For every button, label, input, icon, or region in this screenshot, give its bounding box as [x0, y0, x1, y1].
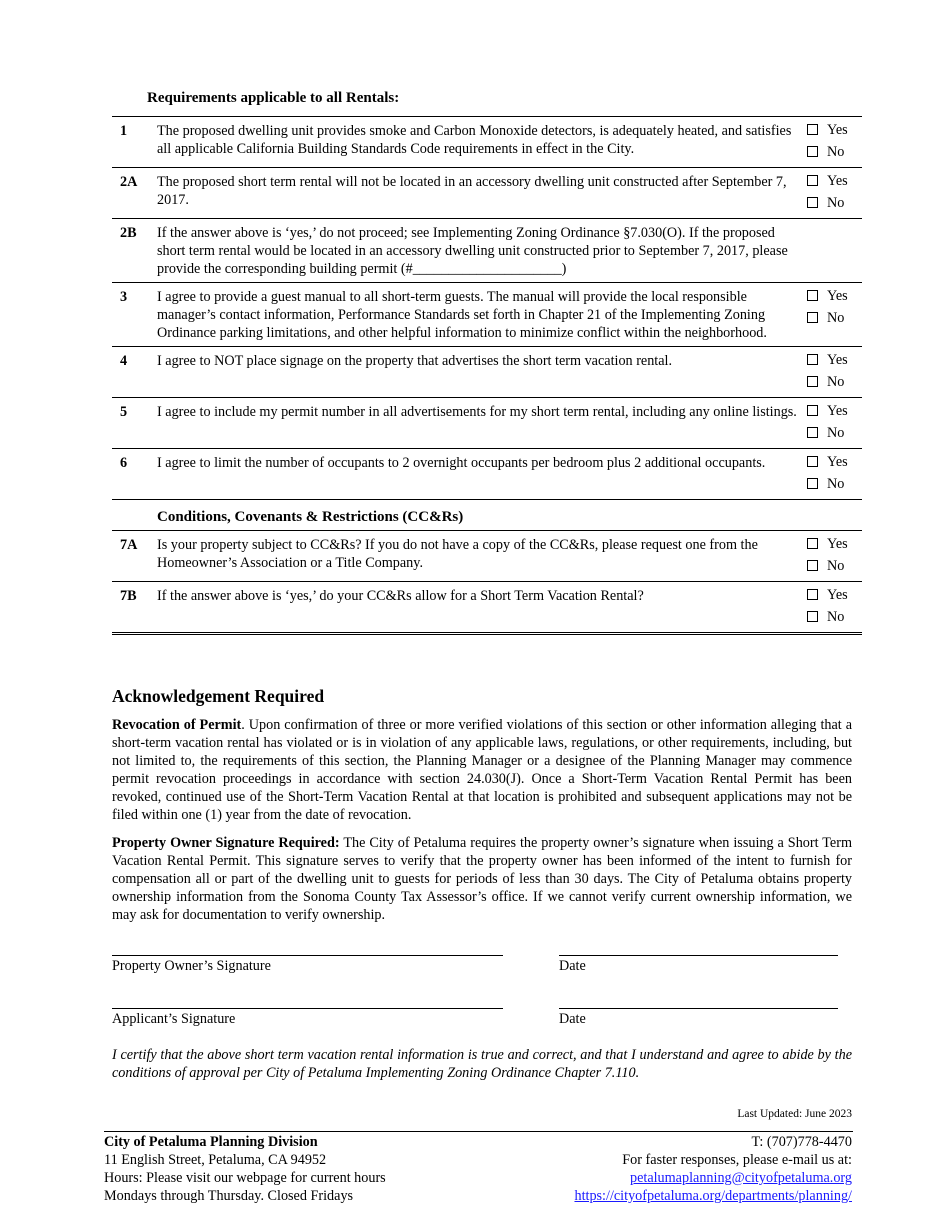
owner-signature-line[interactable] [112, 955, 503, 956]
requirement-number: 7A [112, 531, 157, 582]
applicant-date-line[interactable] [559, 1008, 838, 1009]
yes-no-options [807, 531, 862, 582]
applicant-signature-line[interactable] [112, 1008, 503, 1009]
no-label: No [827, 144, 845, 160]
checkbox-yes[interactable] [807, 405, 818, 416]
checkbox-yes[interactable] [807, 456, 818, 467]
requirement-text: The proposed dwelling unit provides smoke and Carbon Monoxide detectors, is adequately heated, and satisfies all applicable California Building Standards Code requirements in effect in the City. [157, 117, 807, 168]
yes-option[interactable] [807, 533, 862, 555]
checkbox-no[interactable] [807, 376, 818, 387]
no-label: No [827, 195, 845, 211]
checkbox-yes[interactable] [807, 175, 818, 186]
no-label: No [827, 558, 845, 574]
yes-no-options [807, 398, 862, 449]
footer-email-link[interactable]: petalumaplanning@cityofpetaluma.org [629, 1170, 852, 1186]
owner-date-line[interactable] [559, 955, 838, 956]
checkbox-yes[interactable] [807, 124, 818, 135]
applicant-date-label: Date [559, 1011, 586, 1027]
footer-org: City of Petaluma Planning Division [104, 1134, 318, 1150]
yes-label: Yes [827, 173, 848, 189]
footer-website-link[interactable]: https://cityofpetaluma.org/departments/planning/ [574, 1188, 852, 1204]
no-option[interactable] [807, 422, 862, 444]
requirement-number: 6 [112, 449, 157, 500]
requirement-number: 5 [112, 398, 157, 449]
requirement-text: If the answer above is ‘yes,’ do not proceed; see Implementing Zoning Ordinance §7.030(O). If the proposed short term rental would be located in an accessory dwelling unit constructed prior to September 7, 2017, please provide the corresponding building permit (#_____________________) [157, 219, 807, 283]
requirements-table [112, 116, 862, 635]
requirement-row [112, 117, 862, 168]
no-option[interactable] [807, 192, 862, 214]
requirement-number: 2B [112, 219, 157, 283]
requirement-text: Is your property subject to CC&Rs? If you do not have a copy of the CC&Rs, please request one from the Homeowner’s Association or a Title Company. [157, 531, 807, 582]
yes-no-options-empty [807, 219, 862, 283]
revocation-paragraph [112, 716, 852, 824]
yes-no-options [807, 582, 862, 634]
yes-no-options [807, 117, 862, 168]
checkbox-no[interactable] [807, 197, 818, 208]
footer-days: Mondays through Thursday. Closed Fridays [104, 1188, 354, 1204]
footer-contact-right [574, 1133, 852, 1205]
yes-option[interactable] [807, 119, 862, 141]
no-option[interactable] [807, 307, 862, 329]
checkbox-no[interactable] [807, 560, 818, 571]
requirement-text: The proposed short term rental will not be located in an accessory dwelling unit constructed after September 7, 2017. [157, 168, 807, 219]
yes-option[interactable] [807, 400, 862, 422]
requirement-row [112, 283, 862, 347]
requirement-number: 1 [112, 117, 157, 168]
owner-signature-label: Property Owner’s Signature [112, 958, 271, 974]
yes-no-options [807, 449, 862, 500]
ccr-heading: Conditions, Covenants & Restrictions (CC&Rs) [157, 500, 807, 531]
footer-phone: T: (707)778-4470 [751, 1134, 852, 1150]
requirement-text: I agree to provide a guest manual to all short-term guests. The manual will provide the local responsible manager’s contact information, Performance Standards set forth in Chapter 21 of the Implementing Zoning Ordinance parking limitations, and other helpful information to minimize conflict within the neighborhood. [157, 283, 807, 347]
owner-date-label: Date [559, 958, 586, 974]
requirement-row [112, 398, 862, 449]
checkbox-yes[interactable] [807, 354, 818, 365]
requirement-number: 4 [112, 347, 157, 398]
footer-hours: Hours: Please visit our webpage for current hours [104, 1170, 386, 1186]
checkbox-no[interactable] [807, 312, 818, 323]
footer-address: 11 English Street, Petaluma, CA 94952 [104, 1152, 327, 1168]
revocation-label: Revocation of Permit [112, 717, 242, 733]
footer-contact-left [104, 1133, 386, 1205]
no-label: No [827, 374, 845, 390]
requirement-text: I agree to limit the number of occupants to 2 overnight occupants per bedroom plus 2 additional occupants. [157, 449, 807, 500]
yes-label: Yes [827, 536, 848, 552]
yes-label: Yes [827, 352, 848, 368]
yes-no-options [807, 168, 862, 219]
requirement-row [112, 531, 862, 582]
checkbox-no[interactable] [807, 427, 818, 438]
owner-signature-paragraph [112, 834, 852, 924]
requirements-heading: Requirements applicable to all Rentals: [147, 90, 400, 106]
requirement-number: 3 [112, 283, 157, 347]
checkbox-no[interactable] [807, 146, 818, 157]
checkbox-no[interactable] [807, 478, 818, 489]
yes-option[interactable] [807, 349, 862, 371]
yes-label: Yes [827, 454, 848, 470]
no-option[interactable] [807, 606, 862, 628]
no-label: No [827, 609, 845, 625]
applicant-signature-label: Applicant’s Signature [112, 1011, 236, 1027]
requirement-text: If the answer above is ‘yes,’ do your CC&Rs allow for a Short Term Vacation Rental? [157, 588, 644, 604]
no-option[interactable] [807, 473, 862, 495]
requirement-row [112, 219, 862, 283]
owner-signature-required-label: Property Owner Signature Required: [112, 835, 340, 851]
no-label: No [827, 425, 845, 441]
footer-divider [104, 1131, 853, 1132]
yes-label: Yes [827, 122, 848, 138]
acknowledgement-title: Acknowledgement Required [112, 686, 325, 706]
requirement-text: I agree to NOT place signage on the property that advertises the short term vacation rental. [157, 347, 807, 398]
requirement-row [112, 582, 862, 634]
requirement-number: 2A [112, 168, 157, 219]
yes-label: Yes [827, 587, 848, 603]
yes-option[interactable] [807, 451, 862, 473]
no-option[interactable] [807, 555, 862, 577]
checkbox-no[interactable] [807, 611, 818, 622]
last-updated: Last Updated: June 2023 [737, 1108, 852, 1120]
no-option[interactable] [807, 141, 862, 163]
requirement-text: I agree to include my permit number in all advertisements for my short term rental, including any online listings. [157, 398, 807, 449]
yes-label: Yes [827, 403, 848, 419]
revocation-text: . Upon confirmation of three or more verified violations of this section or other information alleging that a short-term vacation rental has violated or is in violation of any applicable laws, regulations, or other requirements, including, but not limited to, the requirements of this section, the Planning Manager or a designee of the Planning Manager may commence permit revocation proceedings in accordance with section 24.030(J). Once a Short-Term Vacation Rental Permit has been revoked, continued use of the Short-Term Vacation Rental at that location is prohibited and subsequent applications may not be filed within one (1) year from the date of revocation. [112, 717, 853, 823]
requirement-row [112, 449, 862, 500]
owner-signature-required-text: The City of Petaluma requires the property owner’s signature when issuing a Short Term Vacation Rental Permit. This signature serves to verify that the property owner has been informed of the intent to furnish for compensation all or part of the dwelling unit to guests for periods of less than 30 days. The City of Petaluma obtains property ownership information from the Sonoma County Tax Assessor’s office. If we cannot verify current ownership information, we may ask for documentation to verify ownership. [112, 835, 852, 923]
checkbox-yes[interactable] [807, 589, 818, 600]
requirement-row [112, 347, 862, 398]
checkbox-yes[interactable] [807, 290, 818, 301]
requirement-row [112, 168, 862, 219]
yes-label: Yes [827, 288, 848, 304]
yes-option[interactable] [807, 170, 862, 192]
yes-option[interactable] [807, 285, 862, 307]
certification-statement: I certify that the above short term vacation rental information is true and correct, and that I understand and agree to abide by the conditions of approval per City of Petaluma Implementing Zoning Ordinance Chapter 7.110. [112, 1047, 852, 1081]
yes-no-options [807, 347, 862, 398]
ccr-section-header [112, 500, 862, 531]
no-label: No [827, 476, 845, 492]
footer-email-prompt: For faster responses, please e-mail us at: [622, 1152, 852, 1168]
yes-option[interactable] [807, 584, 862, 606]
no-option[interactable] [807, 371, 862, 393]
requirement-number: 7B [120, 588, 137, 604]
no-label: No [827, 310, 845, 326]
checkbox-yes[interactable] [807, 538, 818, 549]
yes-no-options [807, 283, 862, 347]
